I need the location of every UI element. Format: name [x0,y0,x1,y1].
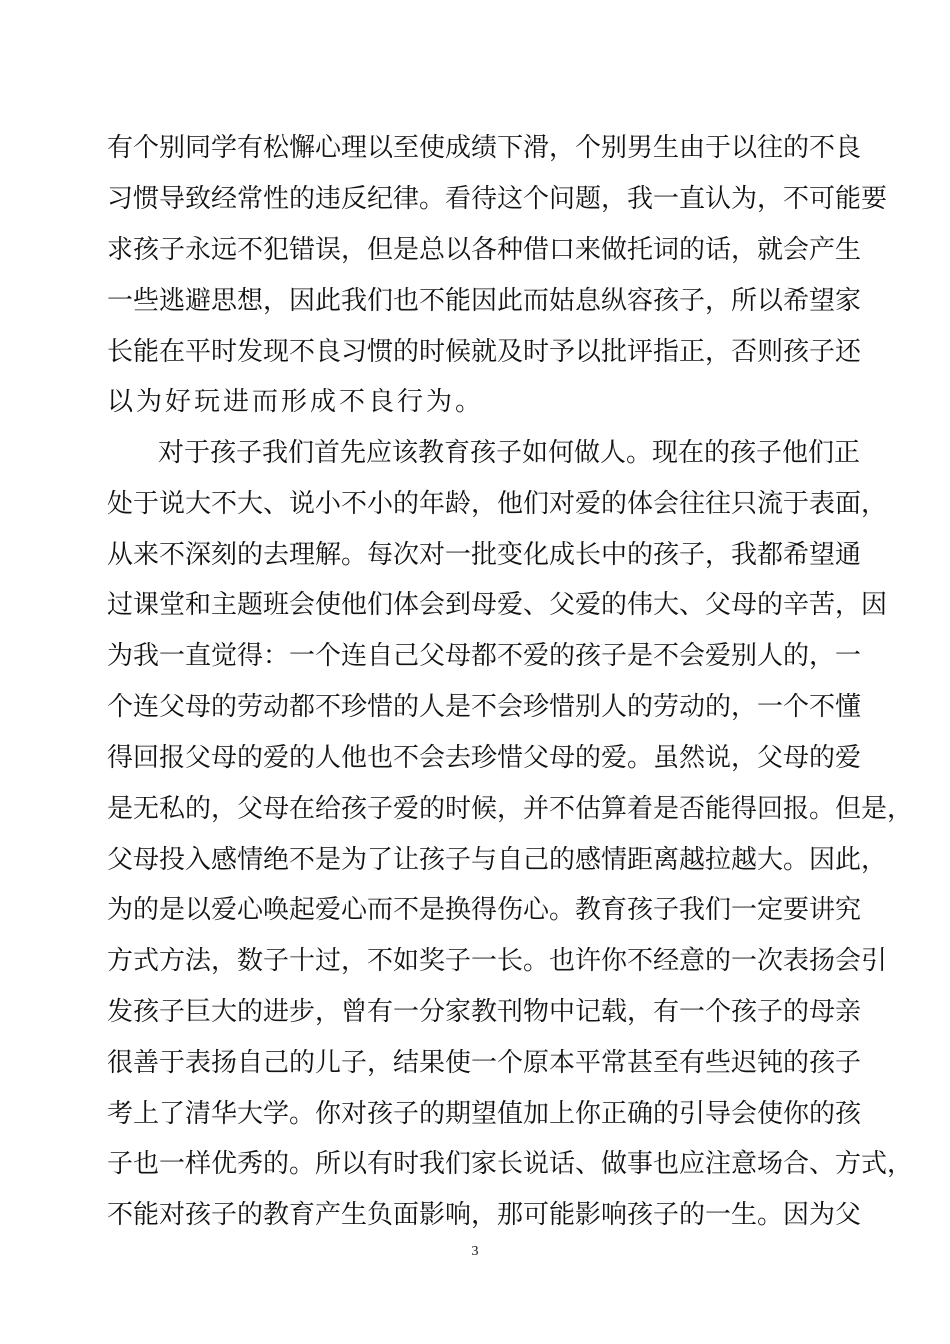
paragraph-1-line-5: 长能在平时发现不良习惯的时候就及时予以批评指正，否则孩子还 [107,337,862,367]
paragraph-1-line-6: 以为好玩进而形成不良行为。 [107,387,485,417]
paragraph-2-line-16: 不能对孩子的教育产生负面影响，那可能影响孩子的一生。因为父 [107,1200,862,1230]
paragraph-2-line-1: 对于孩子我们首先应该教育孩子如何做人。现在的孩子他们正 [158,438,861,468]
paragraph-2-line-10: 为的是以爱心唤起爱心而不是换得伤心。教育孩子我们一定要讲究 [107,895,862,925]
paragraph-2-line-9: 父母投入感情绝不是为了让孩子与自己的感情距离越拉越大。因此， [107,845,888,875]
paragraph-1-line-2: 习惯导致经常性的违反纪律。看待这个问题，我一直认为，不可能要 [107,184,888,214]
paragraph-2-line-7: 得回报父母的爱的人他也不会去珍惜父母的爱。虽然说，父母的爱 [107,743,862,773]
paragraph-2-line-4: 过课堂和主题班会使他们体会到母爱、父爱的伟大、父母的辛苦，因 [107,590,888,620]
paragraph-2-line-5: 为我一直觉得：一个连自己父母都不爱的孩子是不会爱别人的，一 [107,641,862,671]
paragraph-2-line-12: 发孩子巨大的进步，曾有一分家教刊物中记载，有一个孩子的母亲 [107,997,862,1027]
paragraph-1-line-1: 有个别同学有松懈心理以至使成绩下滑，个别男生由于以往的不良 [107,133,862,163]
paragraph-2-line-15: 子也一样优秀的。所以有时我们家长说话、做事也应注意场合、方式， [107,1149,914,1179]
paragraph-1-line-3: 求孩子永远不犯错误，但是总以各种借口来做托词的话，就会产生 [107,235,862,265]
paragraph-2-line-3: 从来不深刻的去理解。每次对一批变化成长中的孩子，我都希望通 [107,540,862,570]
paragraph-2-line-8: 是无私的，父母在给孩子爱的时候，并不估算着是否能得回报。但是， [107,794,914,824]
paragraph-2-line-14: 考上了清华大学。你对孩子的期望值加上你正确的引导会使你的孩 [107,1099,862,1129]
page-number: 3 [471,1244,479,1259]
paragraph-1-line-4: 一些逃避思想，因此我们也不能因此而姑息纵容孩子，所以希望家 [107,286,862,316]
paragraph-2-line-13: 很善于表扬自己的儿子，结果使一个原本平常甚至有些迟钝的孩子 [107,1048,862,1078]
paragraph-2-line-2: 处于说大不大、说小不小的年龄，他们对爱的体会往往只流于表面， [107,489,888,519]
paragraph-2-line-11: 方式方法，数子十过，不如奖子一长。也许你不经意的一次表扬会引 [107,946,888,976]
paragraph-2-line-6: 个连父母的劳动都不珍惜的人是不会珍惜别人的劳动的，一个不懂 [107,692,862,722]
